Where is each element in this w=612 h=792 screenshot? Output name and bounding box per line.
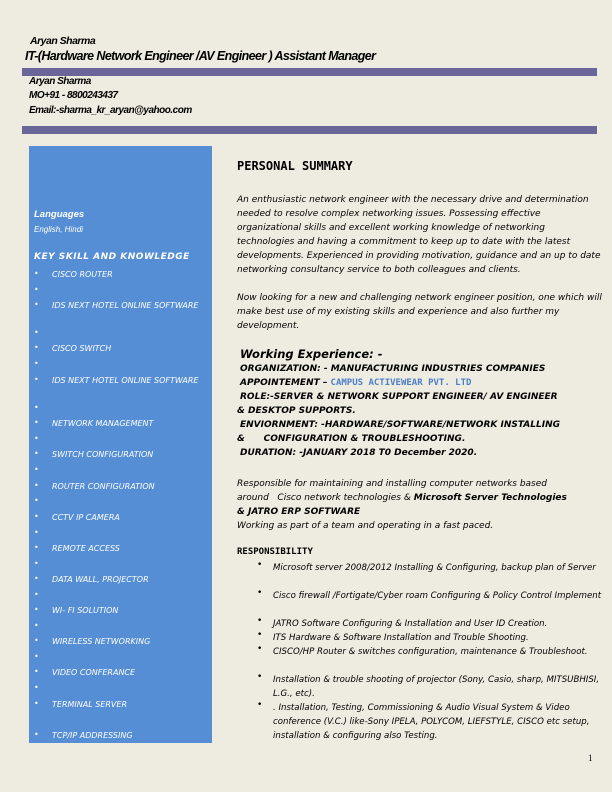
skill-bullet-icon: • xyxy=(34,375,39,384)
skill-bullet-icon: • xyxy=(34,496,39,505)
skill-item: CISCO SWITCH xyxy=(52,344,112,353)
experience-responsibility-line-4: Working as part of a team and operating in a fast paced. xyxy=(237,521,494,531)
responsibility-item: Microsoft server 2008/2012 Installing & Configuring, backup plan of Server xyxy=(273,563,596,573)
responsibility-bullet-icon: • xyxy=(257,588,263,598)
languages-value: English, Hindi xyxy=(34,225,83,234)
experience-responsibility-line-3: & JATRO ERP SOFTWARE xyxy=(237,507,361,517)
appointment-label: APPOINTEMENT – xyxy=(240,378,331,388)
skills-heading: KEY SKILL AND KNOWLEDGE xyxy=(34,252,190,262)
skill-bullet-icon: • xyxy=(34,730,39,739)
responsibility-item: Installation & trouble shooting of projector (Sony, Casio, sharp, MITSUBHISI, L.G., etc). xyxy=(273,675,600,699)
skill-bullet-icon: • xyxy=(34,699,39,708)
skill-item: VIDEO CONFERANCE xyxy=(52,668,136,677)
responsibility-item: Cisco firewall /Fortigate/Cyber roam Configuring & Policy Control Implement xyxy=(273,591,602,601)
contact-email: Email:-sharma_kr_aryan@yahoo.com xyxy=(29,105,192,116)
experience-role-line-2: & DESKTOP SUPPORTS. xyxy=(237,406,356,416)
skill-bullet-icon: • xyxy=(34,418,39,427)
skill-bullet-icon: • xyxy=(34,636,39,645)
experience-appointment xyxy=(240,376,471,390)
skill-bullet-icon: • xyxy=(34,343,39,352)
skill-item: DATA WALL, PROJECTOR xyxy=(52,575,149,584)
sidebar xyxy=(29,146,212,743)
responsibility-item: . Installation, Testing, Commissioning & Audio Visual System & Video conference (V.C.) like-Sony IPELA, POLYCOM, LIEFSTYLE, CISCO etc setup, installation & configuring also Testing. xyxy=(273,703,590,741)
skill-item: TCP/IP ADDRESSING xyxy=(52,731,133,740)
responsibility-bullet-icon: • xyxy=(257,630,263,640)
responsibility-bullet-icon: • xyxy=(257,560,263,570)
responsibility-item: CISCO/HP Router & switches configuration, maintenance & Troubleshoot. xyxy=(273,647,588,657)
skill-bullet-icon: • xyxy=(34,285,39,294)
skill-bullet-icon: • xyxy=(34,300,39,309)
experience-environment-line-2: & CONFIGURATION & TROUBLESHOOTING. xyxy=(237,434,466,444)
skill-bullet-icon: • xyxy=(34,481,39,490)
skill-item: IDS NEXT HOTEL ONLINE SOFTWARE xyxy=(52,301,199,310)
experience-role-line-1: ROLE:-SERVER & NETWORK SUPPORT ENGINEER/ AV ENGINEER xyxy=(240,392,558,402)
summary-paragraph-2: Now looking for a new and challenging network engineer position, one which will make best use of my existing skills and experience and also further my development. xyxy=(237,293,602,331)
skill-item: CCTV IP CAMERA xyxy=(52,513,120,522)
appointment-company: CAMPUS ACTIVEWEAR PVT. LTD xyxy=(330,378,472,388)
skill-bullet-icon: • xyxy=(34,403,39,412)
responsibility-line-2-text: around Cisco network technologies & xyxy=(237,493,414,503)
skill-item: IDS NEXT HOTEL ONLINE SOFTWARE xyxy=(52,376,199,385)
responsibility-item: ITS Hardware & Software Installation and Trouble Shooting. xyxy=(273,633,529,643)
skill-bullet-icon: • xyxy=(34,621,39,630)
experience-organization: ORGANIZATION: - MANUFACTURING INDUSTRIES COMPANIES xyxy=(240,364,546,374)
page-number: 1 xyxy=(588,753,593,763)
skill-bullet-icon: • xyxy=(34,512,39,521)
skill-item: CISCO ROUTER xyxy=(52,270,113,279)
experience-environment-line-1: ENVIORNMENT: -HARDWARE/SOFTWARE/NETWORK INSTALLING xyxy=(240,420,560,430)
skill-bullet-icon: • xyxy=(34,359,39,368)
skill-item: WIRELESS NETWORKING xyxy=(52,637,151,646)
skill-bullet-icon: • xyxy=(34,683,39,692)
responsibility-bullet-icon: • xyxy=(257,616,263,626)
header-title: IT-(Hardware Network Engineer /AV Engineer ) Assistant Manager xyxy=(25,49,376,63)
skill-item: NETWORK MANAGEMENT xyxy=(52,419,154,428)
contact-divider xyxy=(22,126,597,134)
summary-heading: PERSONAL SUMMARY xyxy=(237,159,353,173)
skill-item: REMOTE ACCESS xyxy=(52,544,120,553)
skill-item: SWITCH CONFIGURATION xyxy=(52,450,154,459)
header-divider xyxy=(22,68,597,76)
contact-mobile: MO+91 - 8800243437 xyxy=(29,90,118,101)
skill-bullet-icon: • xyxy=(34,590,39,599)
experience-duration: DURATION: -JANUARY 2018 T0 December 2020. xyxy=(240,448,478,458)
responsibility-bullet-icon: • xyxy=(257,700,263,710)
skill-bullet-icon: • xyxy=(34,434,39,443)
languages-label: Languages xyxy=(34,209,85,220)
skill-bullet-icon: • xyxy=(34,449,39,458)
skill-bullet-icon: • xyxy=(34,667,39,676)
skill-bullet-icon: • xyxy=(34,652,39,661)
summary-paragraph-1: An enthusiastic network engineer with the necessary drive and determination needed to resolve complex networking issues. Possessing effective organizational skills and excellent working knowledge of networking technologies and having a commitment to keep up to date with the latest developments. Experienced in providing motivation, guidance and an up to date networking consultancy service to both colleagues and clients. xyxy=(237,195,601,275)
experience-responsibility-line-1: Responsible for maintaining and installing computer networks based xyxy=(237,479,547,489)
skill-item: WI- FI SOLUTION xyxy=(52,606,119,615)
skill-item: TERMINAL SERVER xyxy=(52,700,127,709)
responsibility-heading: RESPONSIBILITY xyxy=(237,547,313,557)
contact-name: Aryan Sharma xyxy=(29,76,91,87)
skill-bullet-icon: • xyxy=(34,543,39,552)
responsibility-item: JATRO Software Configuring & Installation and User ID Creation. xyxy=(273,619,548,629)
skill-bullet-icon: • xyxy=(34,528,39,537)
header-name: Aryan Sharma xyxy=(30,35,96,47)
responsibility-bullet-icon: • xyxy=(257,644,263,654)
skill-bullet-icon: • xyxy=(34,559,39,568)
experience-responsibility-line-2 xyxy=(237,491,603,505)
skill-bullet-icon: • xyxy=(34,605,39,614)
skill-item: ROUTER CONFIGURATION xyxy=(52,482,155,491)
microsoft-server-technologies: Microsoft Server Technologies xyxy=(413,493,567,503)
skill-bullet-icon: • xyxy=(34,269,39,278)
responsibility-bullet-icon: • xyxy=(257,672,263,682)
skill-bullet-icon: • xyxy=(34,328,39,337)
experience-heading: Working Experience: - xyxy=(240,347,383,361)
skill-bullet-icon: • xyxy=(34,465,39,474)
skill-bullet-icon: • xyxy=(34,574,39,583)
